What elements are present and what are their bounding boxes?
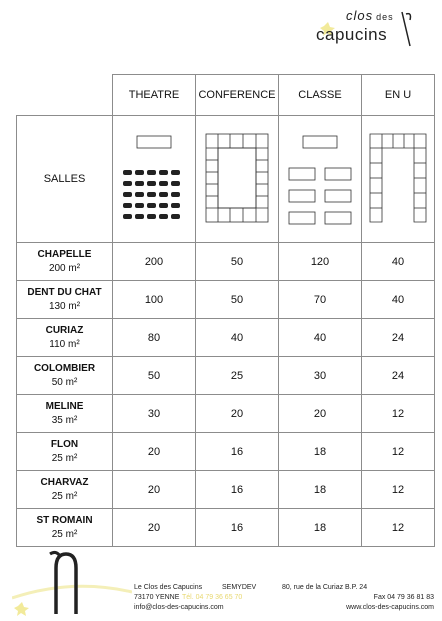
conference-value: 20 (196, 395, 279, 433)
room-area: 35 m² (51, 414, 78, 426)
room-name: CHARVAZ (40, 476, 89, 488)
enu-value: 12 (362, 395, 435, 433)
classe-value: 18 (279, 433, 362, 471)
col-header-classe: CLASSE (279, 75, 362, 116)
table-row (17, 357, 435, 395)
footer-row-3 (134, 603, 434, 613)
enu-value: 24 (362, 357, 435, 395)
col-header-enu: EN U (362, 75, 435, 116)
classe-value: 70 (279, 281, 362, 319)
enu-value: 12 (362, 509, 435, 547)
room-cell (17, 319, 113, 357)
enu-value: 12 (362, 471, 435, 509)
enu-value: 12 (362, 433, 435, 471)
room-area: 50 m² (51, 376, 78, 388)
room-area: 200 m² (48, 262, 81, 274)
theatre-value: 20 (113, 509, 196, 547)
enu-value: 40 (362, 281, 435, 319)
table-row (17, 281, 435, 319)
email-link[interactable]: info@clos-des-capucins.com (134, 604, 224, 611)
theatre-value: 30 (113, 395, 196, 433)
room-cell (17, 281, 113, 319)
layout-plans-row (17, 116, 435, 243)
capacity-table (16, 74, 435, 547)
col-header-theatre: THEATRE (113, 75, 196, 116)
room-area: 130 m² (48, 300, 81, 312)
room-name: COLOMBIER (33, 362, 96, 374)
room-area: 25 m² (51, 452, 78, 464)
phone: Tél. 04 79 36 65 70 (182, 594, 243, 601)
classe-value: 40 (279, 319, 362, 357)
footer-logo-mark-icon (12, 548, 132, 616)
classe-value: 18 (279, 509, 362, 547)
room-cell (17, 433, 113, 471)
salles-label: SALLES (17, 116, 113, 243)
room-name: CHAPELLE (37, 248, 92, 260)
col-header-conference: CONFERENCE (196, 75, 279, 116)
brand-logo (306, 6, 416, 52)
corner-cell (17, 75, 113, 116)
table-row (17, 319, 435, 357)
fax: Fax 04 79 36 81 83 (373, 594, 434, 601)
table-row (17, 243, 435, 281)
classe-value: 18 (279, 471, 362, 509)
website-link[interactable]: www.clos-des-capucins.com (346, 604, 434, 611)
footer-row-1 (134, 583, 434, 593)
conference-value: 25 (196, 357, 279, 395)
theatre-value: 100 (113, 281, 196, 319)
room-name: MELINE (45, 400, 84, 412)
room-area: 25 m² (51, 528, 78, 540)
table-row (17, 395, 435, 433)
city: 73170 YENNE (134, 594, 180, 601)
conference-value: 50 (196, 243, 279, 281)
classe-value: 20 (279, 395, 362, 433)
room-cell (17, 509, 113, 547)
theatre-plan-icon (119, 128, 189, 228)
logo-line1: clos des (346, 8, 394, 23)
theatre-value: 50 (113, 357, 196, 395)
conference-plan-icon (202, 128, 272, 228)
enu-value: 40 (362, 243, 435, 281)
room-name: CURIAZ (45, 324, 84, 336)
conference-layout-diagram (196, 116, 279, 243)
footer-row-2 (134, 593, 434, 603)
room-cell (17, 243, 113, 281)
room-area: 110 m² (49, 338, 80, 350)
room-cell (17, 357, 113, 395)
conference-value: 16 (196, 509, 279, 547)
conference-value: 40 (196, 319, 279, 357)
theatre-layout-diagram (113, 116, 196, 243)
classe-value: 120 (279, 243, 362, 281)
company-name: SEMYDEV (222, 584, 257, 591)
theatre-value: 200 (113, 243, 196, 281)
header-row (17, 75, 435, 116)
conference-value: 16 (196, 433, 279, 471)
venue-name: Le Clos des Capucins (134, 584, 203, 591)
classroom-plan-icon (285, 128, 355, 228)
theatre-value: 20 (113, 433, 196, 471)
contact-footer (134, 583, 434, 613)
table-row (17, 471, 435, 509)
classe-value: 30 (279, 357, 362, 395)
table-row (17, 509, 435, 547)
room-cell (17, 395, 113, 433)
room-cell (17, 471, 113, 509)
u-shape-plan-icon (367, 128, 429, 228)
room-name: DENT DU CHAT (27, 286, 102, 298)
classe-layout-diagram (279, 116, 362, 243)
room-name: ST ROMAIN (36, 514, 93, 526)
enu-layout-diagram (362, 116, 435, 243)
table-row (17, 433, 435, 471)
theatre-value: 20 (113, 471, 196, 509)
theatre-value: 80 (113, 319, 196, 357)
room-name: FLON (50, 438, 79, 450)
conference-value: 16 (196, 471, 279, 509)
logo-line2: capucins (316, 25, 388, 44)
footer-logo (12, 548, 132, 616)
enu-value: 24 (362, 319, 435, 357)
conference-value: 50 (196, 281, 279, 319)
room-area: 25 m² (51, 490, 78, 502)
street-address: 80, rue de la Curiaz B.P. 24 (282, 584, 368, 591)
